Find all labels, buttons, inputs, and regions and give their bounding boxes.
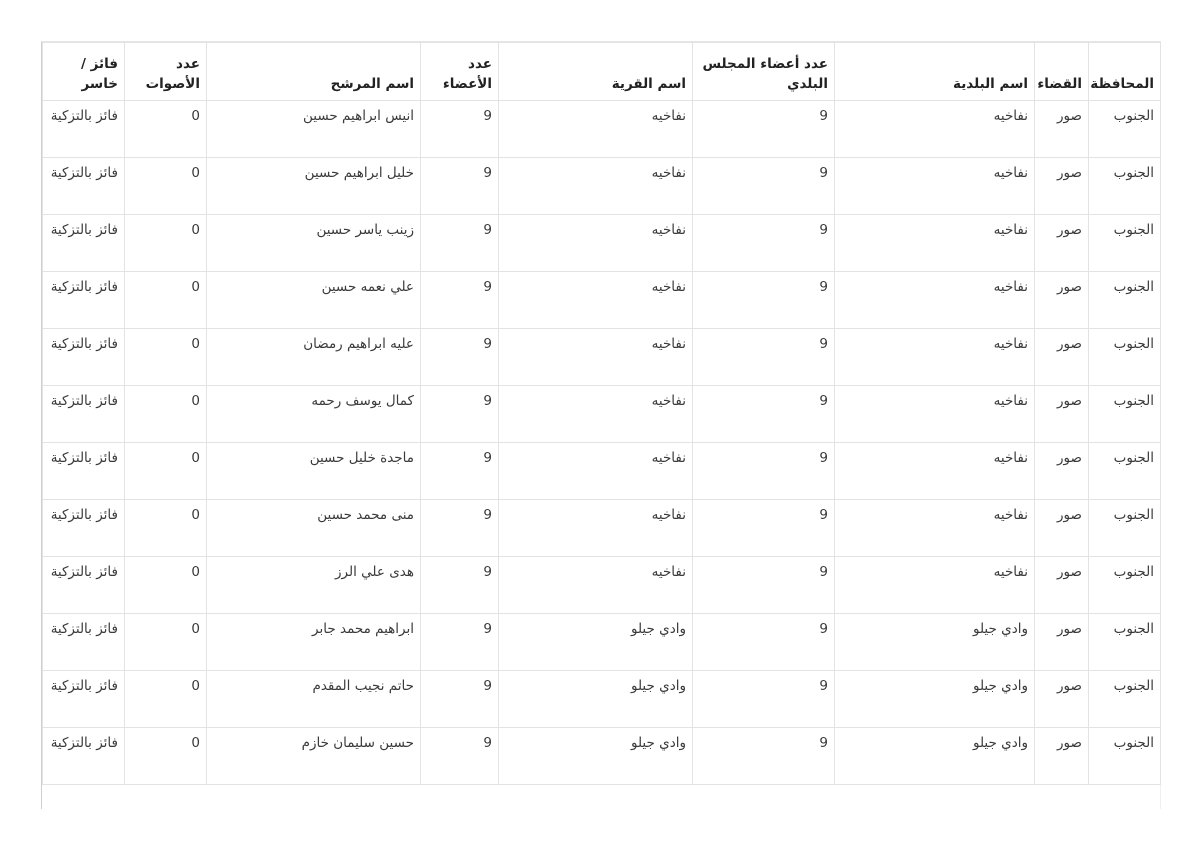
village-cell: نفاخيه	[499, 500, 693, 557]
votes-cell: 0	[125, 500, 207, 557]
candidate-name-cell: خليل ابراهيم حسين	[207, 158, 421, 215]
table-row	[43, 158, 1161, 215]
votes-cell: 0	[125, 557, 207, 614]
table-row	[43, 272, 1161, 329]
council-members-cell: 9	[693, 614, 835, 671]
candidate-name-cell: كمال يوسف رحمه	[207, 386, 421, 443]
council-members-cell: 9	[693, 215, 835, 272]
village-cell: نفاخيه	[499, 329, 693, 386]
municipality-cell: نفاخيه	[835, 215, 1035, 272]
district-cell: صور	[1035, 443, 1089, 500]
votes-cell: 0	[125, 386, 207, 443]
result-cell: فائز بالتزكية	[43, 386, 125, 443]
result-header: فائز / خاسر	[43, 43, 125, 101]
district-cell: صور	[1035, 329, 1089, 386]
district-cell: صور	[1035, 671, 1089, 728]
governorate-cell: الجنوب	[1089, 329, 1161, 386]
members-count-cell: 9	[421, 158, 499, 215]
votes-header: عدد الأصوات	[125, 43, 207, 101]
governorate-cell: الجنوب	[1089, 557, 1161, 614]
council-members-cell: 9	[693, 500, 835, 557]
votes-cell: 0	[125, 215, 207, 272]
village-cell: نفاخيه	[499, 158, 693, 215]
members-count-cell: 9	[421, 272, 499, 329]
municipality-cell: وادي جيلو	[835, 671, 1035, 728]
village-cell: نفاخيه	[499, 101, 693, 158]
governorate-cell: الجنوب	[1089, 443, 1161, 500]
members-count-cell: 9	[421, 329, 499, 386]
table-row	[43, 443, 1161, 500]
village-header: اسم القرية	[499, 43, 693, 101]
members-count-cell: 9	[421, 671, 499, 728]
candidate-name-cell: ماجدة خليل حسين	[207, 443, 421, 500]
municipality-cell: نفاخيه	[835, 158, 1035, 215]
municipality-cell: نفاخيه	[835, 329, 1035, 386]
governorate-cell: الجنوب	[1089, 272, 1161, 329]
council-members-cell: 9	[693, 329, 835, 386]
result-cell: فائز بالتزكية	[43, 500, 125, 557]
members-count-cell: 9	[421, 443, 499, 500]
municipality-cell: وادي جيلو	[835, 614, 1035, 671]
result-cell: فائز بالتزكية	[43, 101, 125, 158]
table-body	[43, 101, 1161, 785]
district-cell: صور	[1035, 386, 1089, 443]
district-cell: صور	[1035, 557, 1089, 614]
table-row	[43, 671, 1161, 728]
municipality-cell: نفاخيه	[835, 101, 1035, 158]
table-row	[43, 101, 1161, 158]
district-cell: صور	[1035, 215, 1089, 272]
district-header: القضاء	[1035, 43, 1089, 101]
district-cell: صور	[1035, 500, 1089, 557]
governorate-cell: الجنوب	[1089, 386, 1161, 443]
result-cell: فائز بالتزكية	[43, 272, 125, 329]
village-cell: نفاخيه	[499, 557, 693, 614]
votes-cell: 0	[125, 671, 207, 728]
council-members-cell: 9	[693, 443, 835, 500]
votes-cell: 0	[125, 614, 207, 671]
candidate-name-cell: ابراهيم محمد جابر	[207, 614, 421, 671]
municipality-cell: نفاخيه	[835, 443, 1035, 500]
members-count-cell: 9	[421, 557, 499, 614]
votes-cell: 0	[125, 158, 207, 215]
council-members-cell: 9	[693, 272, 835, 329]
village-cell: نفاخيه	[499, 443, 693, 500]
council-members-cell: 9	[693, 158, 835, 215]
table-row	[43, 614, 1161, 671]
governorate-cell: الجنوب	[1089, 500, 1161, 557]
governorate-cell: الجنوب	[1089, 215, 1161, 272]
election-results-table	[42, 42, 1161, 785]
council-members-cell: 9	[693, 671, 835, 728]
village-cell: نفاخيه	[499, 272, 693, 329]
candidate-name-cell: منى محمد حسين	[207, 500, 421, 557]
district-cell: صور	[1035, 614, 1089, 671]
result-cell: فائز بالتزكية	[43, 728, 125, 785]
votes-cell: 0	[125, 101, 207, 158]
governorate-header: المحافظة	[1089, 43, 1161, 101]
municipality-header: اسم البلدية	[835, 43, 1035, 101]
municipality-cell: نفاخيه	[835, 500, 1035, 557]
village-cell: وادي جيلو	[499, 614, 693, 671]
members-count-cell: 9	[421, 101, 499, 158]
table-row	[43, 386, 1161, 443]
governorate-cell: الجنوب	[1089, 728, 1161, 785]
members-count-cell: 9	[421, 215, 499, 272]
council-members-cell: 9	[693, 728, 835, 785]
village-cell: وادي جيلو	[499, 671, 693, 728]
members-count-header: عدد الأعضاء	[421, 43, 499, 101]
candidate-name-cell: زينب ياسر حسين	[207, 215, 421, 272]
governorate-cell: الجنوب	[1089, 671, 1161, 728]
district-cell: صور	[1035, 272, 1089, 329]
votes-cell: 0	[125, 329, 207, 386]
municipality-cell: وادي جيلو	[835, 728, 1035, 785]
municipality-cell: نفاخيه	[835, 386, 1035, 443]
district-cell: صور	[1035, 728, 1089, 785]
table-header	[43, 43, 1161, 101]
members-count-cell: 9	[421, 500, 499, 557]
votes-cell: 0	[125, 443, 207, 500]
candidate-name-cell: انيس ابراهيم حسين	[207, 101, 421, 158]
candidate-name-cell: هدى علي الرز	[207, 557, 421, 614]
governorate-cell: الجنوب	[1089, 614, 1161, 671]
members-count-cell: 9	[421, 728, 499, 785]
candidate-name-cell: عليه ابراهيم رمضان	[207, 329, 421, 386]
candidate-name-header: اسم المرشح	[207, 43, 421, 101]
table-row	[43, 557, 1161, 614]
table-row	[43, 329, 1161, 386]
result-cell: فائز بالتزكية	[43, 671, 125, 728]
governorate-cell: الجنوب	[1089, 101, 1161, 158]
district-cell: صور	[1035, 101, 1089, 158]
council-members-cell: 9	[693, 557, 835, 614]
candidate-name-cell: حسين سليمان خازم	[207, 728, 421, 785]
table-row	[43, 500, 1161, 557]
result-cell: فائز بالتزكية	[43, 557, 125, 614]
council-members-header: عدد أعضاء المجلس البلدي	[693, 43, 835, 101]
result-cell: فائز بالتزكية	[43, 614, 125, 671]
result-cell: فائز بالتزكية	[43, 158, 125, 215]
municipality-cell: نفاخيه	[835, 272, 1035, 329]
council-members-cell: 9	[693, 101, 835, 158]
result-cell: فائز بالتزكية	[43, 215, 125, 272]
table-row	[43, 215, 1161, 272]
village-cell: نفاخيه	[499, 215, 693, 272]
result-cell: فائز بالتزكية	[43, 329, 125, 386]
governorate-cell: الجنوب	[1089, 158, 1161, 215]
table-footer-space	[42, 774, 1160, 810]
village-cell: وادي جيلو	[499, 728, 693, 785]
header-row	[43, 43, 1161, 101]
result-cell: فائز بالتزكية	[43, 443, 125, 500]
council-members-cell: 9	[693, 386, 835, 443]
candidate-name-cell: علي نعمه حسين	[207, 272, 421, 329]
village-cell: نفاخيه	[499, 386, 693, 443]
municipality-cell: نفاخيه	[835, 557, 1035, 614]
candidate-name-cell: حاتم نجيب المقدم	[207, 671, 421, 728]
district-cell: صور	[1035, 158, 1089, 215]
votes-cell: 0	[125, 728, 207, 785]
votes-cell: 0	[125, 272, 207, 329]
members-count-cell: 9	[421, 386, 499, 443]
members-count-cell: 9	[421, 614, 499, 671]
